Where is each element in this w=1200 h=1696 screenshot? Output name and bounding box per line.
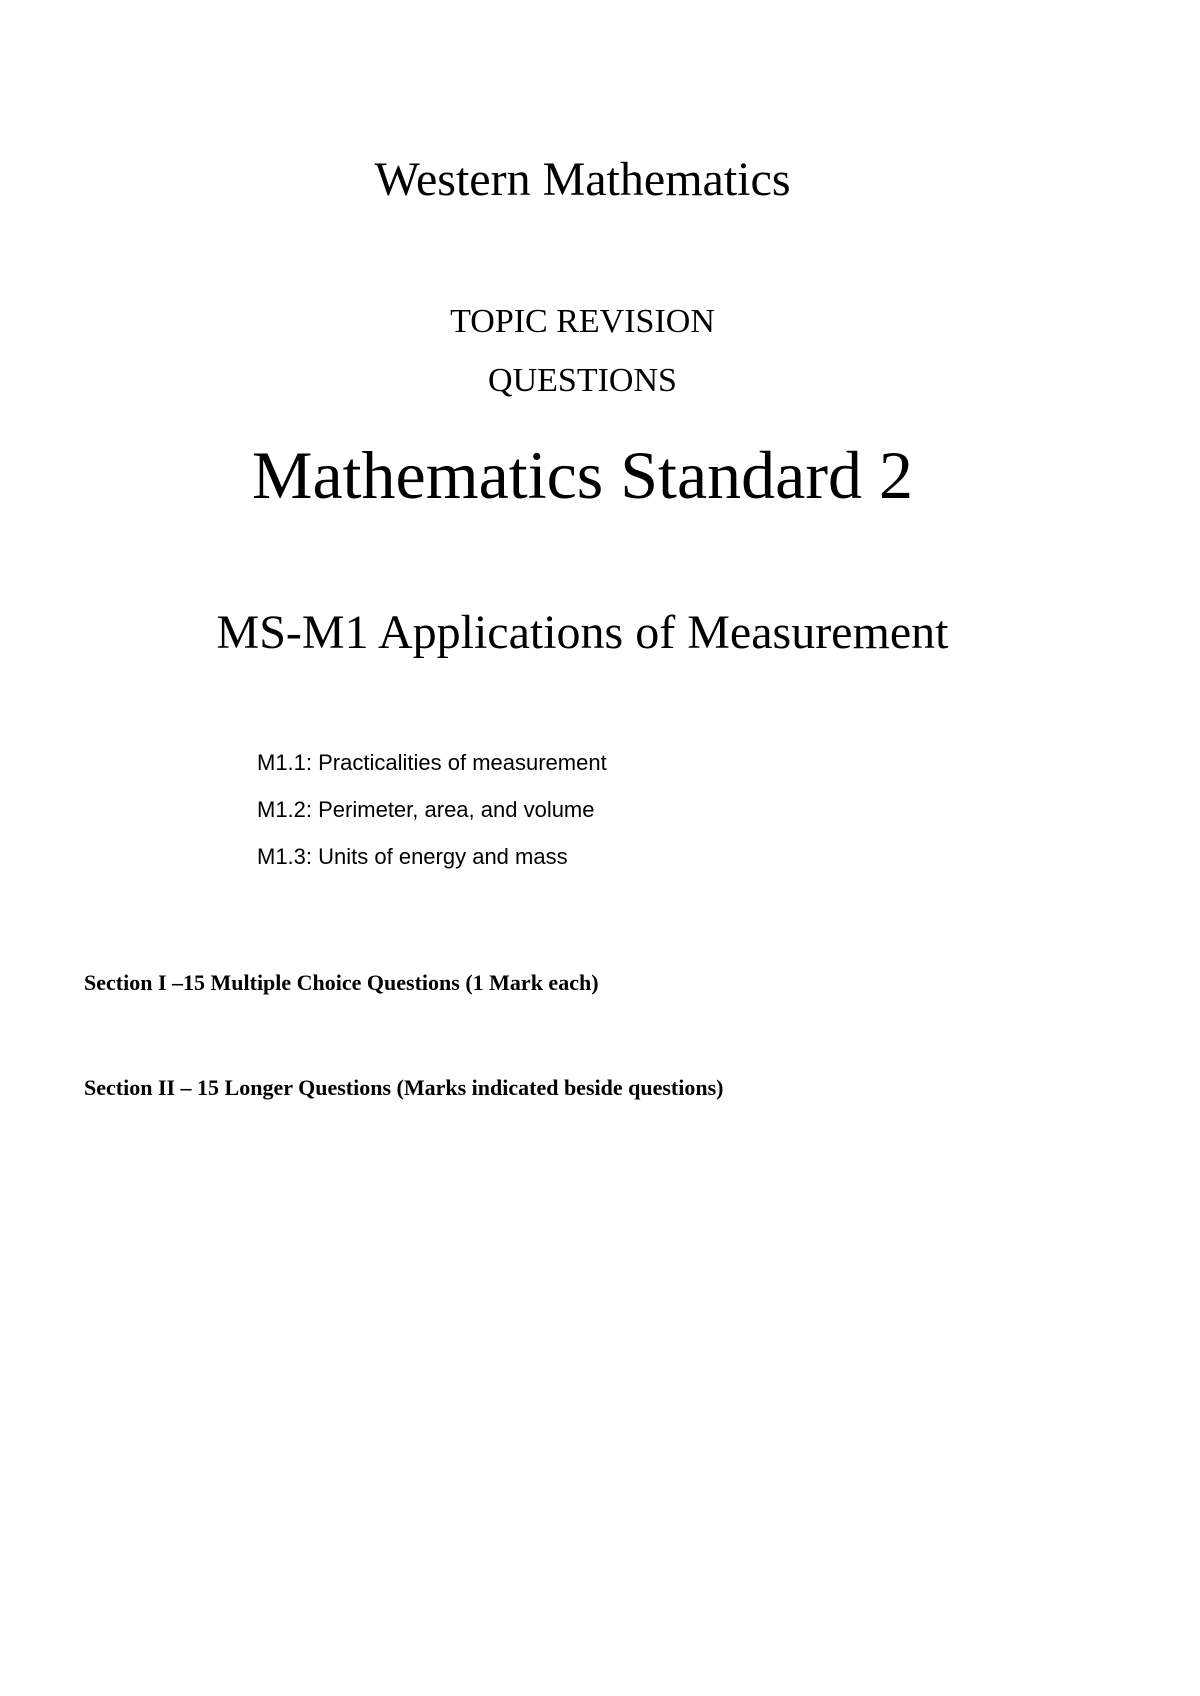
section-two-description: Section II – 15 Longer Questions (Marks indicated beside questions) (84, 1075, 724, 1100)
subtopic-item: M1.2: Perimeter, area, and volume (257, 797, 595, 822)
unit-title: MS-M1 Applications of Measurement (216, 606, 949, 659)
course-title: Mathematics Standard 2 (252, 437, 913, 513)
section-one-description: Section I –15 Multiple Choice Questions (1 Mark each) (84, 970, 599, 995)
subtopic-item: M1.1: Practicalities of measurement (257, 750, 607, 775)
subtopic-item: M1.3: Units of energy and mass (257, 844, 568, 869)
organization-title: Western Mathematics (374, 153, 791, 206)
topic-revision-line: TOPIC REVISION (450, 303, 715, 340)
questions-line: QUESTIONS (488, 362, 677, 399)
subtopic-list (257, 748, 607, 889)
